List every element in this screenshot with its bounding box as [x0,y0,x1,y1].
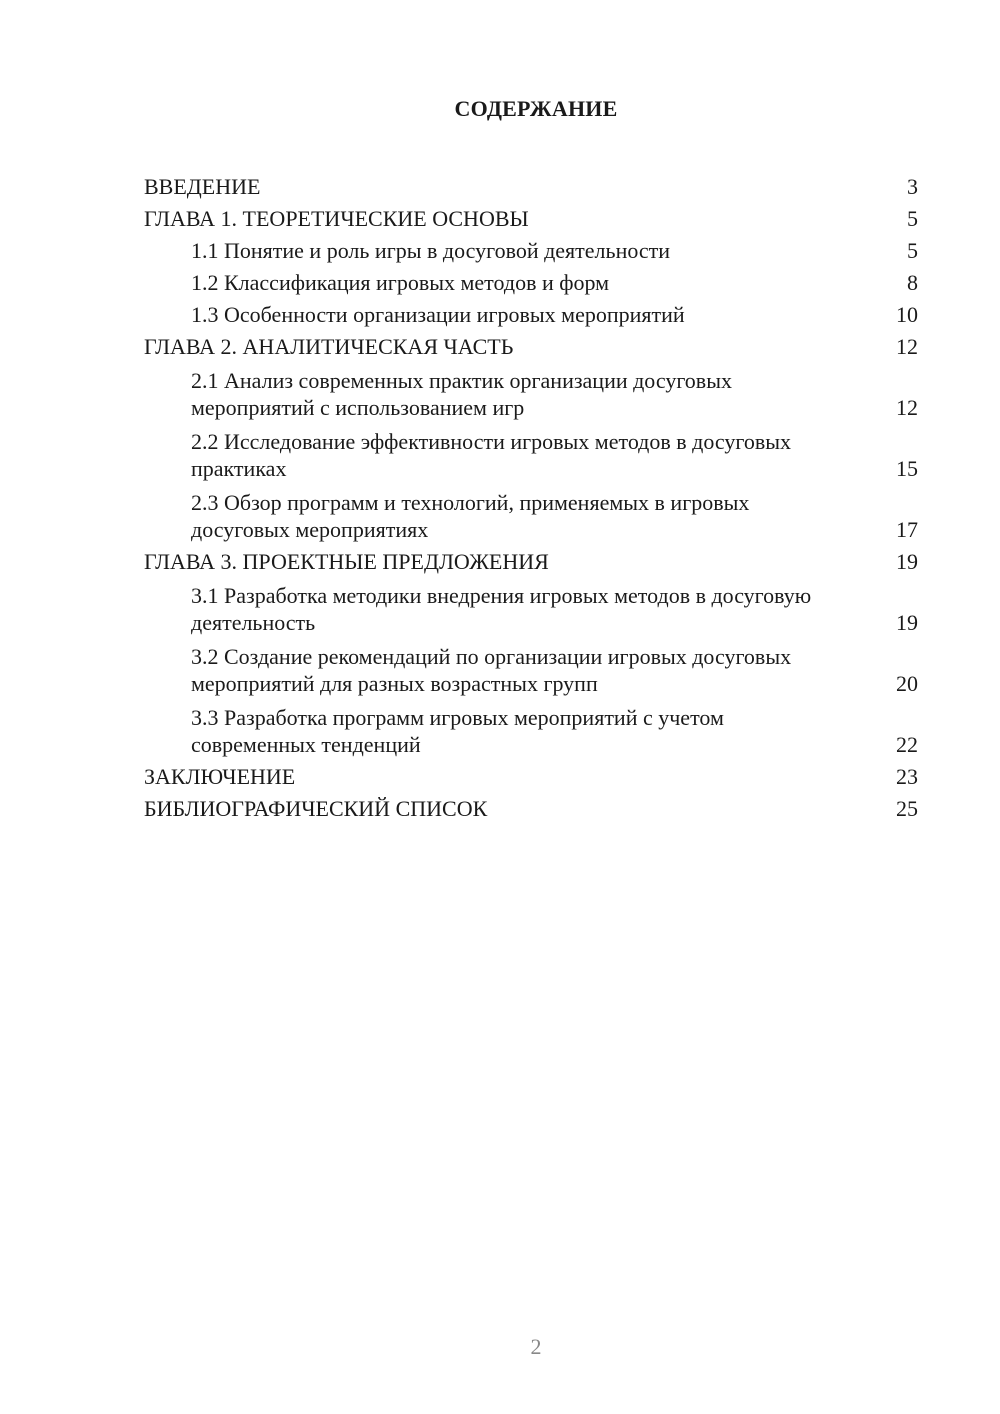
toc-entry-label: ГЛАВА 2. АНАЛИТИЧЕСКАЯ ЧАСТЬ [144,334,514,359]
toc-entry-page: 5 [907,206,918,231]
toc-entry-label: БИБЛИОГРАФИЧЕСКИЙ СПИСОК [144,796,488,821]
toc-entry-label: 3.3 Разработка программ игровых мероприятий с учетом современных тенденций [191,705,724,757]
toc-entry-page: 12 [896,334,918,359]
toc-entry-page: 15 [896,456,918,481]
toc-entry-label: 1.3 Особенности организации игровых мероприятий [191,302,685,327]
toc-entry-page: 19 [896,549,918,574]
toc-entry-chapter-2[interactable] [144,333,918,360]
toc-entry-label: 2.2 Исследование эффективности игровых методов в досуговых практиках [191,429,792,481]
toc-entry-label: 2.1 Анализ современных практик организации досуговых мероприятий с использованием игр [191,368,732,420]
toc-entry-introduction[interactable] [144,173,918,200]
toc-entry-label: 1.2 Классификация игровых методов и форм [191,270,610,295]
toc-entry-conclusion[interactable] [144,763,918,790]
toc-entry-label: ГЛАВА 1. ТЕОРЕТИЧЕСКИЕ ОСНОВЫ [144,206,529,231]
table-of-contents [144,168,918,827]
toc-entry-section-2-1[interactable] [144,367,918,421]
toc-entry-section-1-1[interactable] [144,237,918,264]
toc-entry-section-3-3[interactable] [144,704,918,758]
toc-entry-label: 2.3 Обзор программ и технологий, применяемых в игровых досуговых мероприятиях [191,490,750,542]
toc-entry-label: ГЛАВА 3. ПРОЕКТНЫЕ ПРЕДЛОЖЕНИЯ [144,549,549,574]
page-title: СОДЕРЖАНИЕ [454,96,618,121]
toc-entry-page: 25 [896,796,918,821]
toc-entry-page: 5 [907,238,918,263]
toc-entry-page: 12 [896,395,918,420]
toc-entry-section-3-2[interactable] [144,643,918,697]
toc-entry-section-2-3[interactable] [144,489,918,543]
toc-entry-section-2-2[interactable] [144,428,918,482]
toc-entry-page: 8 [907,270,918,295]
toc-entry-section-1-3[interactable] [144,301,918,328]
page-number: 2 [530,1334,542,1359]
toc-entry-page: 3 [907,174,918,199]
toc-entry-chapter-3[interactable] [144,548,918,575]
toc-entry-label: 3.1 Разработка методики внедрения игровых методов в досуговую деятельность [191,583,812,635]
toc-entry-page: 22 [896,732,918,757]
toc-entry-page: 19 [896,610,918,635]
toc-entry-label: 3.2 Создание рекомендаций по организации игровых досуговых мероприятий для разных возрастных групп [191,644,792,696]
toc-entry-section-3-1[interactable] [144,582,918,636]
toc-entry-page: 23 [896,764,918,789]
toc-entry-label: 1.1 Понятие и роль игры в досуговой деятельности [191,238,671,263]
toc-entry-label: ВВЕДЕНИЕ [144,174,261,199]
toc-entry-page: 10 [896,302,918,327]
toc-entry-label: ЗАКЛЮЧЕНИЕ [144,764,296,789]
toc-entry-section-1-2[interactable] [144,269,918,296]
toc-entry-bibliography[interactable] [144,795,918,822]
toc-entry-chapter-1[interactable] [144,205,918,232]
toc-entry-page: 17 [896,517,918,542]
toc-entry-page: 20 [896,671,918,696]
